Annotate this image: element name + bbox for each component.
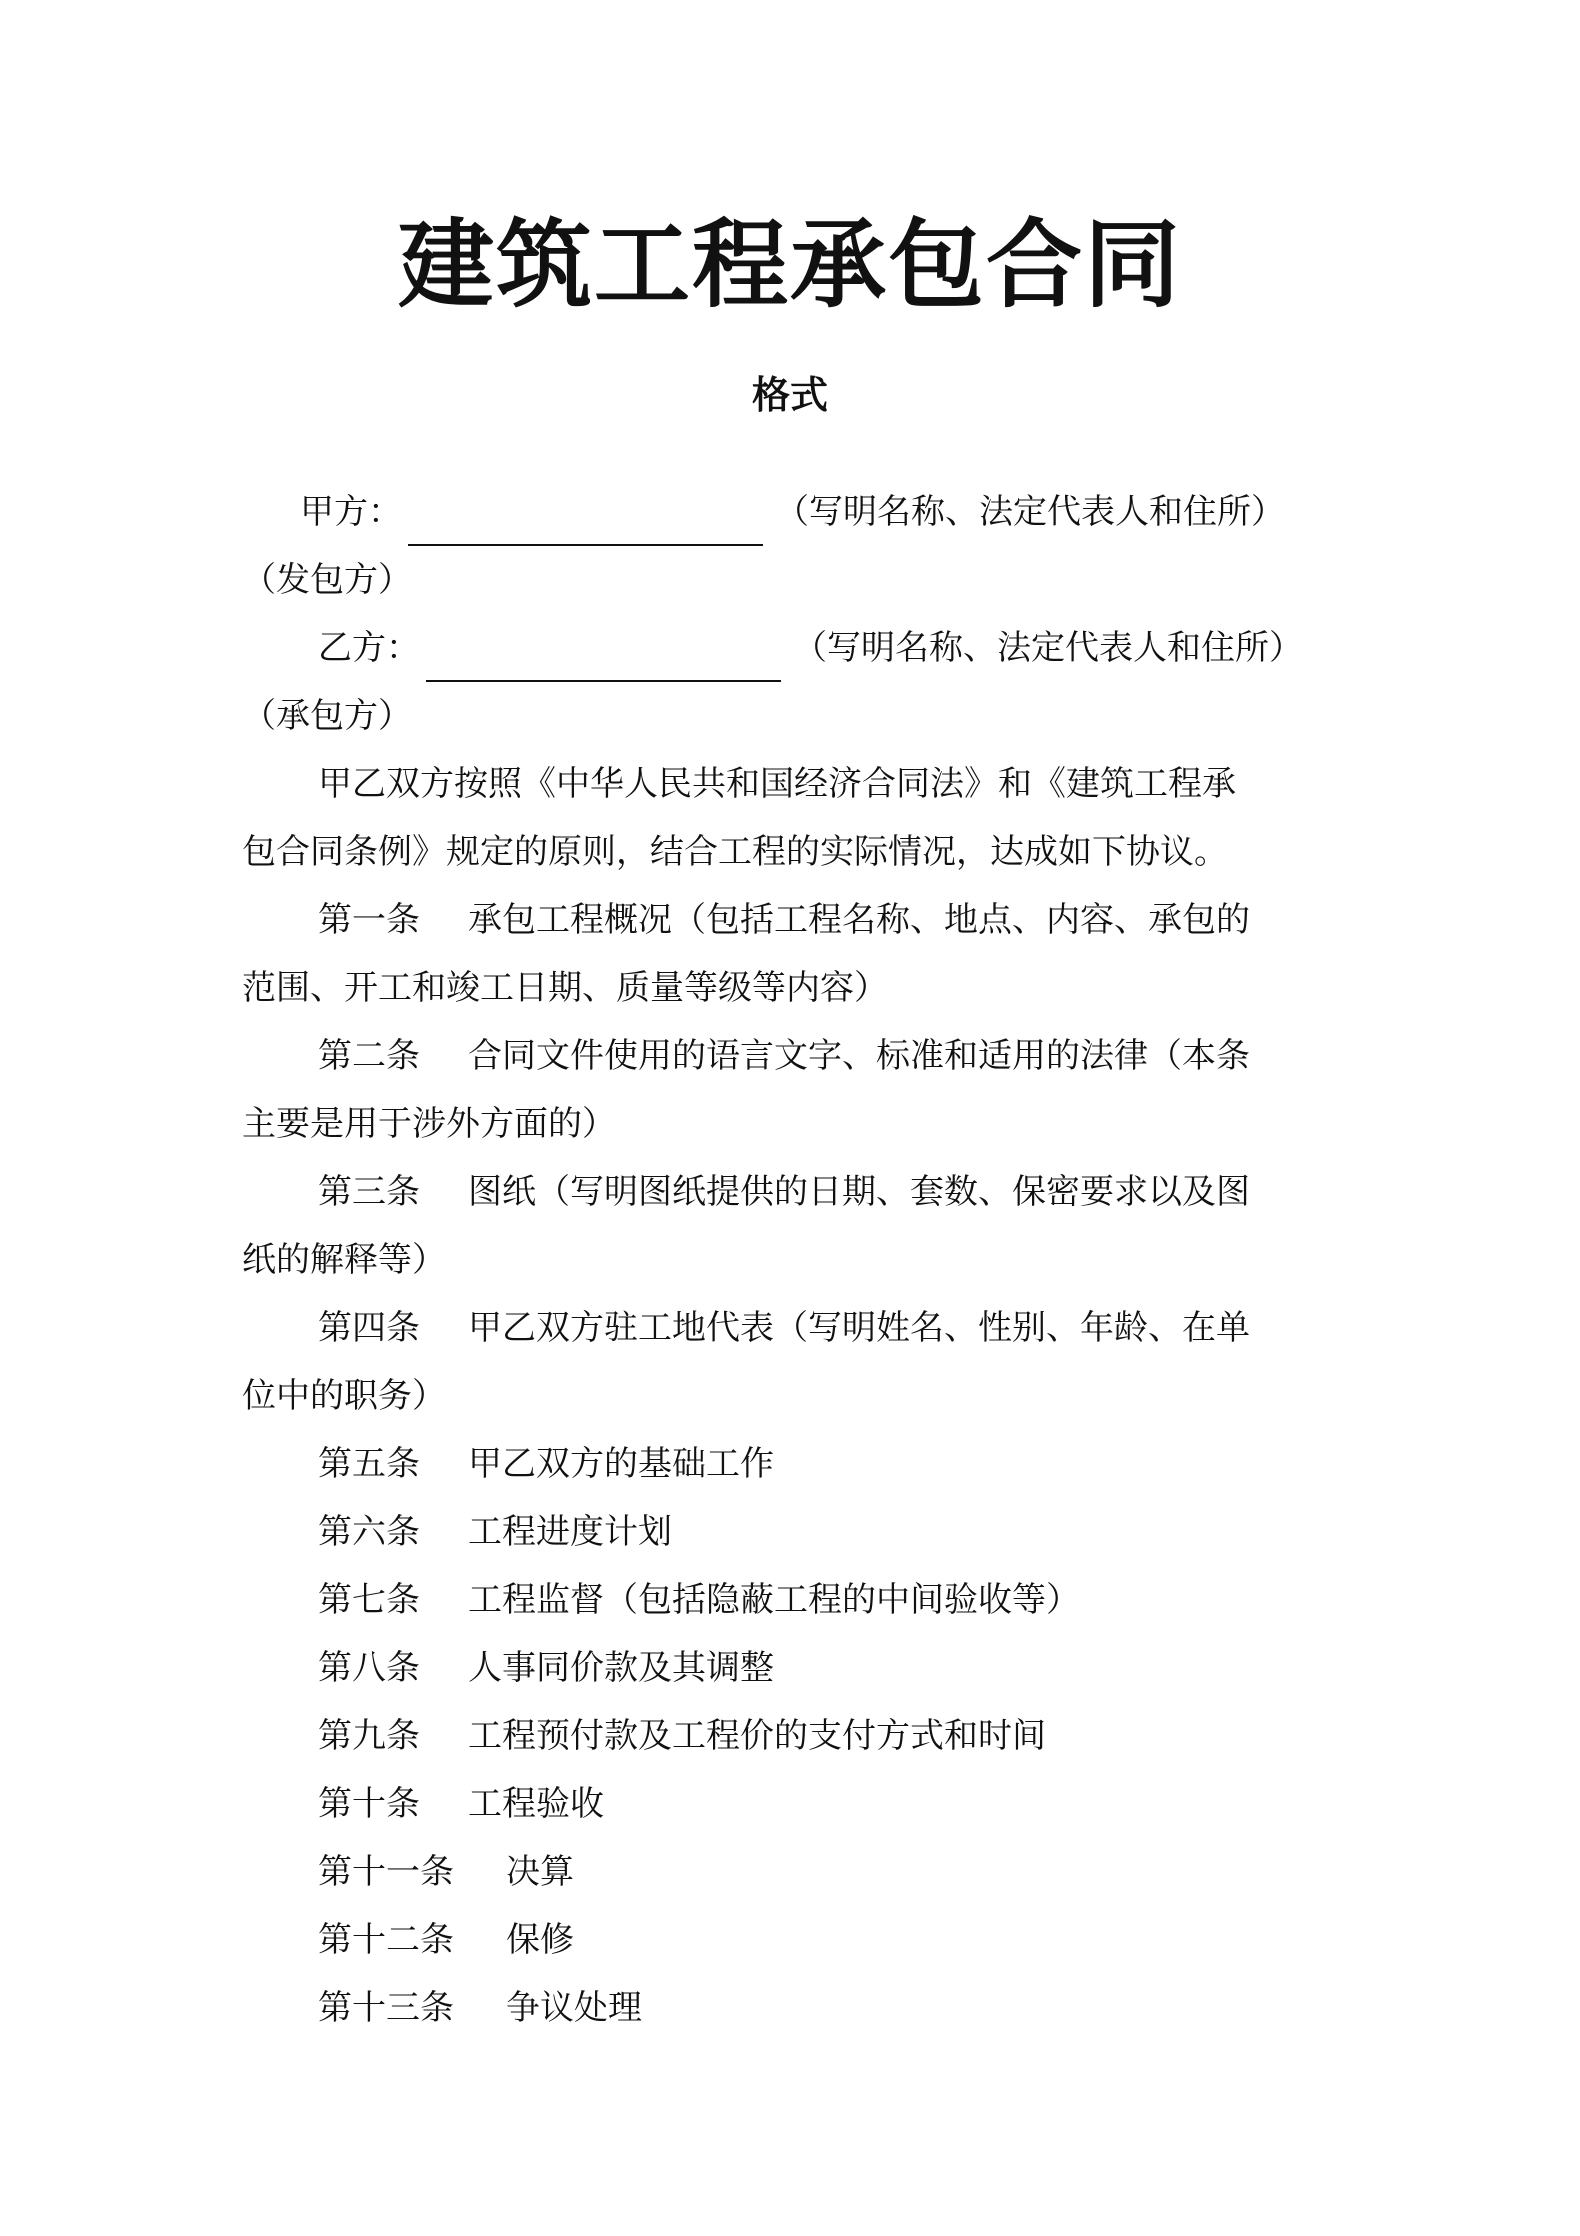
- article-number: 第三条: [318, 1172, 420, 1212]
- article-5: [242, 1430, 1334, 1498]
- article-4-continuation: 位中的职务）: [242, 1376, 446, 1416]
- article-8: [242, 1634, 1334, 1702]
- party-b-role: （承包方）: [242, 696, 412, 736]
- party-a-role: （发包方）: [242, 560, 412, 600]
- article-number: 第四条: [318, 1308, 420, 1348]
- article-number: 第六条: [318, 1512, 420, 1552]
- party-a-blank-line: [408, 500, 763, 546]
- party-b-label: 乙方：: [318, 628, 420, 668]
- article-1: [242, 886, 1334, 954]
- article-2: [242, 1022, 1334, 1090]
- article-6: [242, 1498, 1334, 1566]
- party-b-line: [242, 614, 1334, 682]
- article-text: 保修: [506, 1920, 574, 1960]
- article-number: 第十三条: [318, 1988, 454, 2028]
- article-10: [242, 1770, 1334, 1838]
- article-text: 承包工程概况（包括工程名称、地点、内容、承包的: [468, 900, 1250, 940]
- article-number: 第十二条: [318, 1920, 454, 1960]
- article-7: [242, 1566, 1334, 1634]
- article-text: 甲乙双方驻工地代表（写明姓名、性别、年龄、在单: [468, 1308, 1250, 1348]
- article-text: 工程进度计划: [468, 1512, 672, 1552]
- article-number: 第八条: [318, 1648, 420, 1688]
- article-13: [242, 1974, 1334, 2042]
- party-a-label: 甲方：: [300, 492, 402, 532]
- article-3-continuation: 纸的解释等）: [242, 1240, 446, 1280]
- article-text: 决算: [506, 1852, 574, 1892]
- article-text: 人事同价款及其调整: [468, 1648, 774, 1688]
- article-11: [242, 1838, 1334, 1906]
- party-b-note: （写明名称、法定代表人和住所）: [793, 628, 1303, 668]
- article-9: [242, 1702, 1334, 1770]
- article-3: [242, 1158, 1334, 1226]
- article-number: 第一条: [318, 900, 420, 940]
- document-title: 建筑工程承包合同: [398, 209, 1182, 321]
- article-number: 第九条: [318, 1716, 420, 1756]
- preamble-line-2: 包合同条例》规定的原则，结合工程的实际情况，达成如下协议。: [242, 832, 1228, 872]
- party-a-line: [242, 478, 1334, 546]
- article-4: [242, 1294, 1334, 1362]
- article-number: 第十条: [318, 1784, 420, 1824]
- article-text: 工程监督（包括隐蔽工程的中间验收等）: [468, 1580, 1080, 1620]
- article-text: 甲乙双方的基础工作: [468, 1444, 774, 1484]
- article-12: [242, 1906, 1334, 1974]
- article-text: 争议处理: [506, 1988, 642, 2028]
- article-text: 工程验收: [468, 1784, 604, 1824]
- document-subtitle: 格式: [751, 373, 828, 417]
- article-number: 第十一条: [318, 1852, 454, 1892]
- document-body: [242, 478, 1334, 2042]
- party-a-note: （写明名称、法定代表人和住所）: [775, 492, 1285, 532]
- article-number: 第七条: [318, 1580, 420, 1620]
- article-number: 第二条: [318, 1036, 420, 1076]
- article-text: 图纸（写明图纸提供的日期、套数、保密要求以及图: [468, 1172, 1250, 1212]
- article-text: 工程预付款及工程价的支付方式和时间: [468, 1716, 1046, 1756]
- article-2-continuation: 主要是用于涉外方面的）: [242, 1104, 616, 1144]
- article-1-continuation: 范围、开工和竣工日期、质量等级等内容）: [242, 968, 888, 1008]
- article-number: 第五条: [318, 1444, 420, 1484]
- party-b-blank-line: [426, 636, 781, 682]
- preamble-line-1: 甲乙双方按照《中华人民共和国经济合同法》和《建筑工程承: [318, 764, 1236, 804]
- article-text: 合同文件使用的语言文字、标准和适用的法律（本条: [468, 1036, 1250, 1076]
